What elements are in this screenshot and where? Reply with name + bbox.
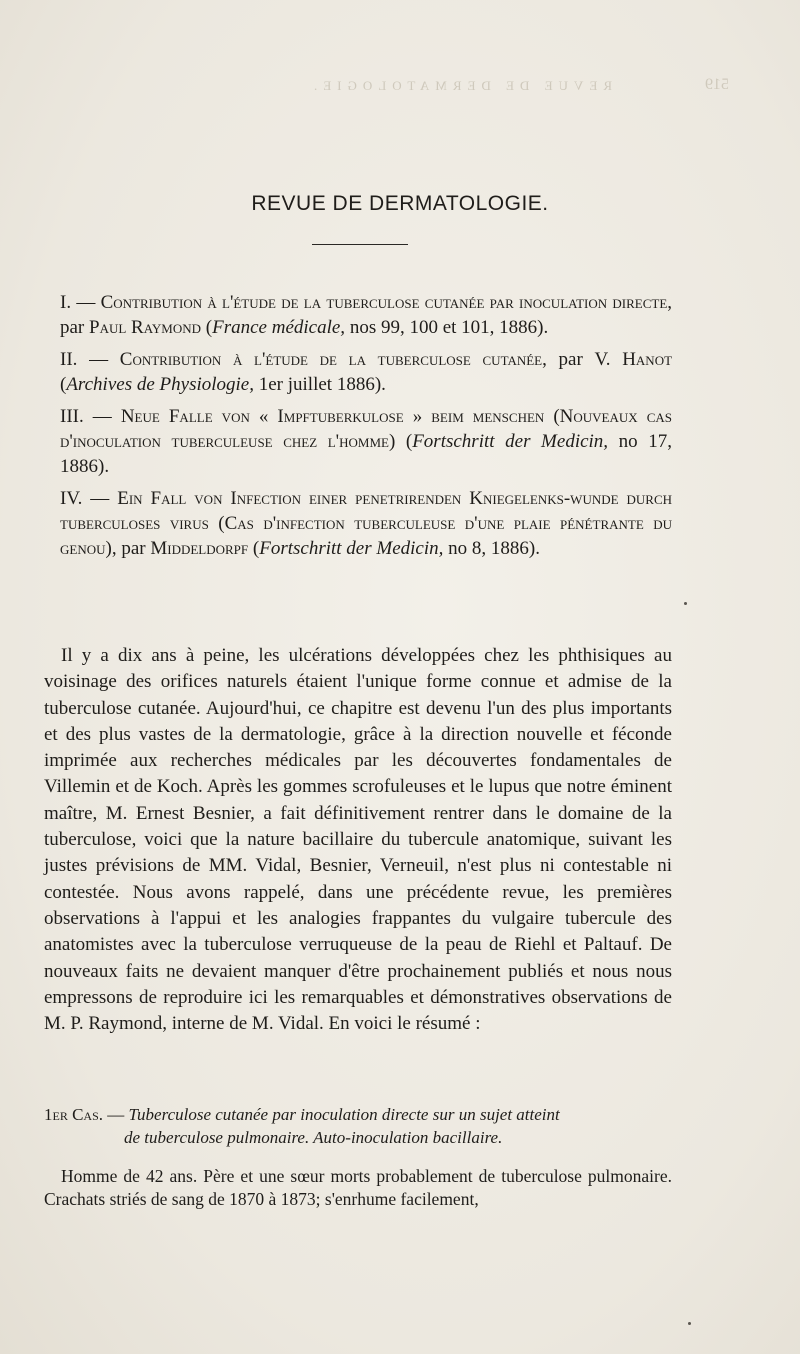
reference-by: , par <box>542 349 595 370</box>
reference-title: Neue Falle von « Impftuberkulose » beim menschen (Nouveaux cas d'inoculation tuberculeuse chez l'homme) <box>60 406 672 452</box>
case-dash: — <box>103 1105 129 1124</box>
reference-by: , par <box>60 292 673 338</box>
reference-number: II. — <box>60 349 109 370</box>
reference-item <box>60 347 672 397</box>
reference-item <box>60 404 672 479</box>
reference-author: V. Hanot <box>594 349 673 370</box>
reference-item <box>60 486 672 561</box>
reference-paren: ( <box>60 374 67 395</box>
bleed-through-page-number: 519 <box>705 76 729 93</box>
reference-number: I. — <box>60 292 96 313</box>
case-title-line-1: Tuberculose cutanée par inoculation directe sur un sujet atteint <box>128 1105 560 1124</box>
ink-speck <box>684 602 687 605</box>
reference-tail: 1er juillet 1886). <box>253 374 386 395</box>
reference-paren: ( <box>201 317 213 338</box>
reference-journal: Archives de Physiologie, <box>66 374 254 395</box>
main-body <box>44 643 672 1037</box>
reference-item <box>60 290 672 340</box>
ink-speck <box>688 1322 691 1325</box>
reference-paren: ( <box>248 538 260 559</box>
reference-number: III. — <box>60 406 112 427</box>
reference-author: Paul Raymond <box>89 317 202 338</box>
reference-tail: no 8, 1886). <box>443 538 540 559</box>
page-title: REVUE DE DERMATOLOGIE. <box>251 192 549 215</box>
reference-tail: no 17, 1886). <box>60 431 672 477</box>
title-rule <box>312 244 408 245</box>
reference-paren: ( <box>395 431 413 452</box>
bleed-through-header: REVUE DE DERMATOLOGIE. <box>308 78 612 93</box>
reference-title: Contribution à l'étude de la tuberculose cutanée par inoculation directe <box>100 292 668 313</box>
reference-journal: Fortschritt der Medicin, <box>259 538 444 559</box>
reference-tail: nos 99, 100 et 101, 1886). <box>345 317 549 338</box>
case-title-line-2: de tuberculose pulmonaire. Auto-inoculation bacillaire. <box>124 1128 503 1147</box>
reference-title: Ein Fall von Infection einer penetrirenden Kniegelenks-wunde durch tuberculoses virus (Cas d'infection tuberculeuse d'une plaie pénétrante du genou) <box>60 488 672 559</box>
reference-title: Contribution à l'étude de la tuberculose cutanée <box>119 349 543 370</box>
reference-journal: Fortschritt der Medicin, <box>412 431 609 452</box>
case-label: 1er Cas. <box>44 1105 104 1124</box>
reference-journal: France médicale, <box>212 317 346 338</box>
reference-author: Middeldorpf <box>150 538 249 559</box>
case-heading <box>44 1103 672 1149</box>
reference-by: , par <box>111 538 151 559</box>
reference-list <box>60 290 672 568</box>
body-paragraph: Il y a dix ans à peine, les ulcérations développées chez les phthisiques au voisinage des orifices naturels étaient l'unique forme connue et admise de la tuberculose cutanée. Aujourd'hui, ce chapitre est devenu l'un des plus importants et des plus vastes de la dermatologie, grâce à la direction nouvelle et féconde imprimée aux recherches médicales par les découvertes fondamentales de Villemin et de Koch. Après les gommes scrofuleuses et le lupus que notre éminent maître, M. Ernest Besnier, a fait définitivement rentrer dans le domaine de la tuberculose, voici que la nature bacillaire du tubercule anatomique, suivant les justes prévisions de MM. Vidal, Besnier, Verneuil, n'est plus ni contestable ni contestée. Nous avons rappelé, dans une précédente revue, les premières observations à l'appui et les analogies frappantes du vulgaire tubercule des anatomistes avec la tuberculose verruqueuse de la peau de Riehl et Paltauf. De nouveaux faits ne devaient manquer d'être prochainement publiés et nous nous empressons de reproduire ici les remarquables et démonstratives observations de M. P. Raymond, interne de M. Vidal. En voici le résumé : <box>44 645 672 1035</box>
case-body-text: Homme de 42 ans. Père et une sœur morts probablement de tuberculose pulmonaire. Crachats striés de sang de 1870 à 1873; s'enrhume facilement, <box>44 1166 672 1209</box>
reference-number: IV. — <box>60 488 110 509</box>
